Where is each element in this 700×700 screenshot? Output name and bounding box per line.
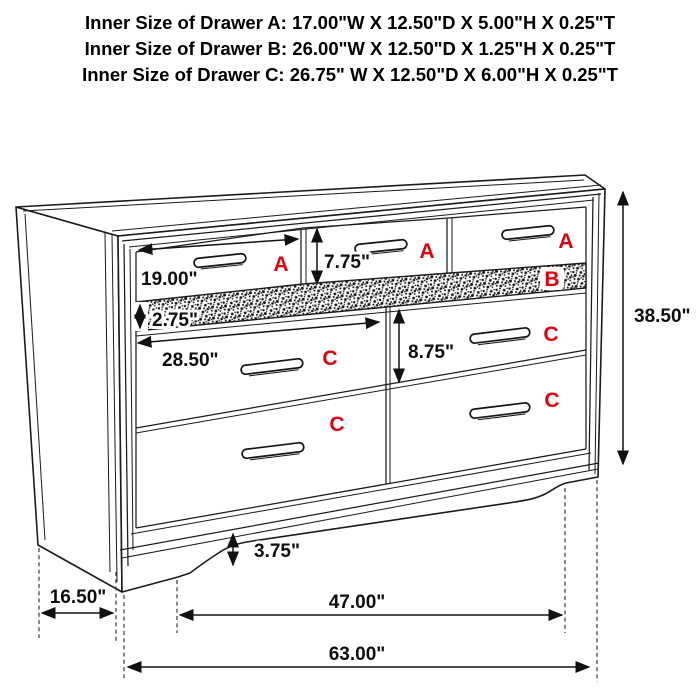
dim-depth: [42, 587, 113, 613]
dim-label-3-75in: 3.75": [254, 541, 300, 562]
drawer-label-a2: A: [419, 240, 435, 263]
dim-label-8-75in: 8.75": [408, 342, 454, 363]
dim-label-63-00in: 63.00": [328, 644, 386, 665]
dim-overall-width: [128, 644, 589, 667]
dim-label-38-50in: 38.50": [634, 306, 691, 327]
drawer-label-c4: C: [544, 389, 560, 412]
header-line-drawer-a: Inner Size of Drawer A: 17.00"W X 12.50"D X 5.00"H X 0.25"T: [85, 12, 615, 33]
header-title: [82, 12, 619, 85]
dim-label-2-75in: 2.75": [152, 310, 198, 331]
drawer-label-a1: A: [273, 253, 289, 276]
dim-label-19in: 19.00": [141, 269, 198, 290]
header-line-drawer-b: Inner Size of Drawer B: 26.00"W X 12.50"D X 1.25"H X 0.25"T: [84, 38, 616, 59]
dim-label-16-50in: 16.50": [49, 587, 107, 608]
drawer-label-c3: C: [329, 413, 345, 436]
drawer-label-c2: C: [543, 323, 559, 346]
side-panel: [16, 207, 122, 592]
dresser-drawing: [16, 175, 605, 592]
dim-label-7-75in: 7.75": [324, 252, 370, 273]
dim-label-28-50in: 28.50": [162, 350, 219, 371]
front-face: [118, 189, 605, 592]
drawer-label-c1: C: [322, 347, 338, 370]
header-line-drawer-c: Inner Size of Drawer C: 26.75" W X 12.50"D X 6.00"H X 0.25"T: [82, 64, 618, 85]
dim-overall-height: [623, 192, 691, 464]
dim-label-47-00in: 47.00": [328, 592, 386, 613]
dim-feet-span-width: [180, 592, 562, 615]
drawer-label-b: B: [544, 268, 560, 291]
drawer-label-a3: A: [558, 230, 574, 253]
